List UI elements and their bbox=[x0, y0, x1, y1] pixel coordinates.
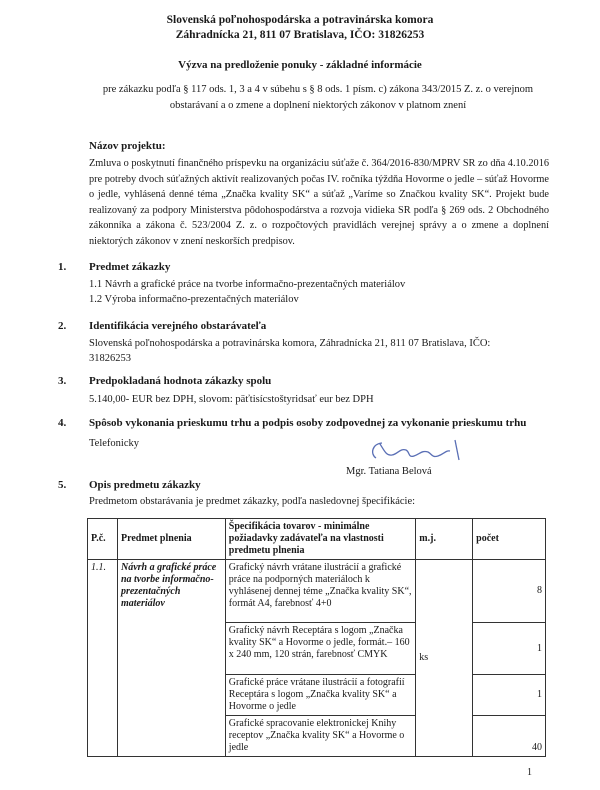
section-4-number: 4. bbox=[58, 417, 67, 429]
table-row bbox=[88, 560, 546, 623]
section-3-title: Predpokladaná hodnota zákazky spolu bbox=[89, 375, 272, 387]
page-number: 1 bbox=[527, 767, 532, 778]
row-spec: Grafický návrh Receptára s logom „Značka kvality SK“ a Hovorme o jedle, formát.– 160 x 240 mm, 120 strán, farebnosť CMYK bbox=[225, 623, 415, 675]
intro-line-1: pre zákazku podľa § 117 ods. 1, 3 a 4 v súbehu s § 8 ods. 1 písm. c) zákona 343/2015 Z. z. o verejnom bbox=[102, 84, 534, 95]
section-1-title: Predmet zákazky bbox=[89, 261, 171, 273]
row-count: 40 bbox=[473, 716, 546, 757]
section-5-text: Predmetom obstarávania je predmet zákazky, podľa nasledovnej špecifikácie: bbox=[89, 496, 416, 507]
header-spec: Špecifikácia tovarov - minimálne požiadavky zadávateľa na vlastnosti predmetu plnenia bbox=[225, 519, 415, 560]
organization-name: Slovenská poľnohospodárska a potravinárska komora bbox=[166, 14, 434, 26]
section-2-title: Identifikácia verejného obstarávateľa bbox=[89, 320, 267, 332]
section-3-text: 5.140,00- EUR bez DPH, slovom: päťtisícstoštyridsať eur bez DPH bbox=[89, 394, 374, 405]
header-unit: m.j. bbox=[416, 519, 473, 560]
section-5-title: Opis predmetu zákazky bbox=[89, 479, 201, 491]
header-subject: Predmet plnenia bbox=[117, 519, 225, 560]
row-number: 1.1. bbox=[88, 560, 118, 757]
signer-name: Mgr. Tatiana Belová bbox=[346, 466, 432, 477]
section-1-item-1: 1.1 Návrh a grafické práce na tvorbe informačno-prezentačných materiálov bbox=[89, 279, 406, 290]
header-count: počet bbox=[473, 519, 546, 560]
row-spec: Grafické práce vrátane ilustrácií a fotografií Receptára s logom „Značka kvality SK“ a Hovorme o jedle bbox=[225, 675, 415, 716]
section-3-number: 3. bbox=[58, 375, 67, 387]
section-2-line-2: 31826253 bbox=[89, 353, 131, 364]
row-count: 1 bbox=[473, 675, 546, 716]
section-4-text: Telefonicky bbox=[89, 438, 139, 449]
section-1-number: 1. bbox=[58, 261, 67, 273]
section-5-number: 5. bbox=[58, 479, 67, 491]
section-1-item-2: 1.2 Výroba informačno-prezentačných materiálov bbox=[89, 294, 299, 305]
section-4-title: Spôsob vykonania prieskumu trhu a podpis osoby zodpovednej za vykonanie prieskumu trhu bbox=[89, 417, 527, 429]
row-count: 1 bbox=[473, 623, 546, 675]
project-label: Názov projektu: bbox=[89, 140, 166, 152]
intro-line-2: obstarávaní a o zmene a doplnení niektorých zákonov v platnom znení bbox=[169, 100, 467, 111]
row-spec: Grafický návrh vrátane ilustrácií a grafické práce na podporných materiáloch k vyhlásenej dennej téme „Značka kvality SK“, formát A4, farebnosť 4+0 bbox=[225, 560, 415, 623]
specification-table bbox=[87, 518, 546, 757]
row-spec: Grafické spracovanie elektronickej Knihy receptov „Značka kvality SK“ a Hovorme o jedle bbox=[225, 716, 415, 757]
row-count: 8 bbox=[473, 560, 546, 623]
table-header-row bbox=[88, 519, 546, 560]
row-unit: ks bbox=[416, 560, 473, 757]
row-subject: Návrh a grafické práce na tvorbe informačno-prezentačných materiálov bbox=[117, 560, 225, 757]
header-pc: P.č. bbox=[88, 519, 118, 560]
document-title: Výzva na predloženie ponuky - základné informácie bbox=[178, 59, 422, 71]
project-text: Zmluva o poskytnutí finančného príspevku na organizáciu súťaže č. 364/2016-830/MPRV SR zo dňa 4.10.2016 pre potreby dvoch súťažných aktivít realizovaných počas IV. ročníka týždňa Hovorme o jedle – súťaž Hovorme o jedle, vyhlásená denné téma „Značka kvality SK“ a súťaž „Varíme so Značkou kvality SK“. Projekt bude realizovaný za podpory Ministerstva pôdohospodárstva a rozvoja vidieka SR podľa § 269 ods. 2 Obchodného zákonníka a zákona č. 523/2004 Z. z. o rozpočtových pravidlách verejnej správy a o zmene a doplnení niektorých zákonov v znení neskorších predpisov. bbox=[89, 158, 549, 247]
section-2-number: 2. bbox=[58, 320, 67, 332]
section-2-line-1: Slovenská poľnohospodárska a potravinárska komora, Záhradnícka 21, 811 07 Bratislava, IČO: bbox=[89, 338, 491, 349]
organization-address: Záhradnícka 21, 811 07 Bratislava, IČO: 31826253 bbox=[175, 29, 425, 41]
